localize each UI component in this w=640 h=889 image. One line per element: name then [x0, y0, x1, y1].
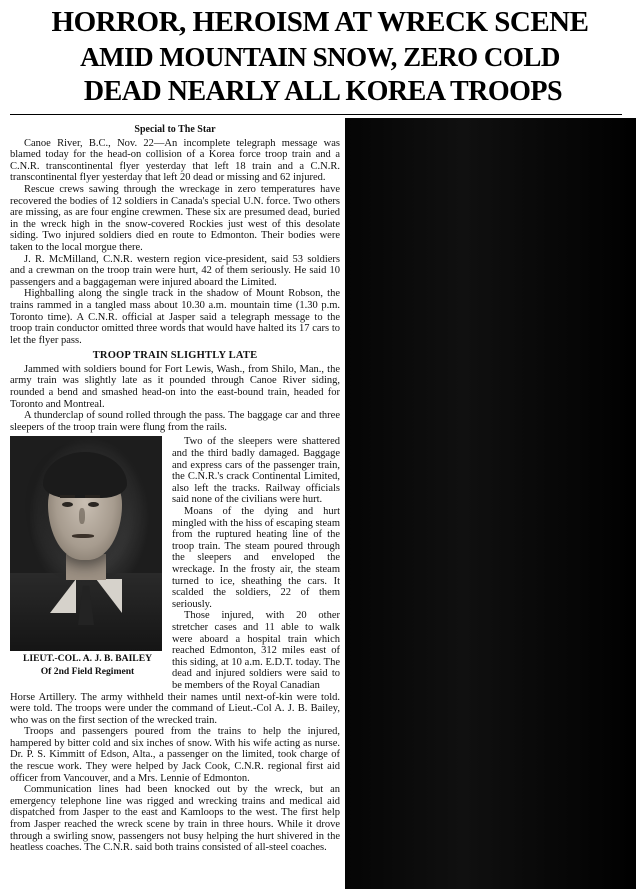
- article-paragraph: Canoe River, B.C., Nov. 22—An incomplete telegraph message was blamed today for the head-on collision of a Korea force troop train and a C.N.R. transcontinental flyer yesterday that left 18 train and a C.N.R. transcontinental flyer yesterday that left 20 dead or missing and 62 injured.: [10, 137, 340, 184]
- headline-block: [0, 0, 640, 108]
- article-paragraph: Highballing along the single track in the shadow of Mount Robson, the trains rammed in a tangled mass about 10.30 a.m. mountain time (1.30 p.m. Toronto time). A C.N.R. official at Jasper said a telegraph message to the troop train conductor omitted three words that would have halted its 17 cars to let the flyer pass.: [10, 288, 340, 346]
- article-subhead: TROOP TRAIN SLIGHTLY LATE: [92, 350, 258, 362]
- photo-caption-line-1: LIEUT.-COL. A. J. B. BAILEY: [22, 653, 153, 665]
- article-paragraph: Jammed with soldiers bound for Fort Lewis, Wash., from Shilo, Man., the army train was slightly late as it pounded through Canoe River siding, rounded a bend and smashed head-on into the east-bound train, headed for Toronto and Montreal.: [10, 363, 340, 410]
- scan-dark-margin: [345, 118, 640, 889]
- headline-divider: [10, 114, 622, 115]
- portrait-photo: [10, 436, 162, 651]
- article-paragraph: Moans of the dying and hurt mingled with the hiss of escaping steam from the ruptured heating line of the troop train. The steam poured through the sleepers and enveloped the wreckage. In the frosty air, the steam turned to ice, sheathing the cars. It scalded the soldiers, 22 of them seriously.: [172, 506, 340, 610]
- photo-nose: [79, 508, 85, 524]
- photo-brow-right: [85, 495, 100, 498]
- photo-and-text-wrap: [10, 436, 340, 691]
- article-kicker: Special to The Star: [134, 124, 216, 135]
- article-paragraph: Troops and passengers poured from the trains to help the injured, hampered by bitter cold and six inches of snow. With his wife acting as nurse. Dr. P. S. Kimmitt of Edson, Alta., a passenger on the limited, took charge of the rescue work. They were helped by Jack Cook, C.N.R. regional first aid officer from Vancouver, and a Mrs. Lennie of Edmonton.: [10, 726, 340, 784]
- article-paragraph: Rescue crews sawing through the wreckage in zero temperatures have recovered the bodies of 12 soldiers in Canada's special U.N. force. Two others are missing, as are four engine crewmen. These six are presumed dead, buried in the wreck high in the snow-covered Rockies just west of this desolate siding. Two injured soldiers died en route to Edmonton. Their bodies were taken to the local morgue there.: [10, 183, 340, 253]
- headline-line-1: HORROR, HEROISM AT WRECK SCENE: [51, 6, 589, 38]
- photo-hair: [43, 452, 127, 498]
- photo-caption-line-2: Of 2nd Field Regiment: [40, 666, 135, 678]
- article-paragraph: Horse Artillery. The army withheld their names until next-of-kin were told. were told. The troops were under the command of Lieut.-Col A. J. B. Bailey, who was on the first section of the wrecked train.: [10, 691, 340, 726]
- photo-block: [10, 436, 165, 677]
- article-paragraph: A thunderclap of sound rolled through the pass. The baggage car and three sleepers of the troop train were flung from the rails.: [10, 410, 340, 433]
- photo-collar-left: [50, 579, 76, 613]
- article-paragraph: Those injured, with 20 other stretcher cases and 11 able to walk were aboard a hospital train which reached Edmonton, 312 miles east of this siding, at 10 a.m. E.D.T. today. The dead and injured soldiers were said to be members of the Royal Canadian: [172, 610, 340, 691]
- article-body: [10, 124, 340, 854]
- article-paragraph: Two of the sleepers were shattered and the third badly damaged. Baggage and express cars of the passenger train, the C.N.R.'s crack Continental Limited, also left the tracks. Railway officials said none of the civilians were hurt.: [172, 436, 340, 506]
- headline-line-2: AMID MOUNTAIN SNOW, ZERO COLD: [80, 42, 560, 72]
- article-paragraph: J. R. McMilland, C.N.R. western region vice-president, said 53 soldiers and a crewman on the troop train were hurt, 42 of them seriously. He said 10 passengers and a baggageman were injured aboard the Limited.: [10, 253, 340, 288]
- page-edge: [636, 0, 640, 889]
- photo-side-column: [172, 436, 340, 691]
- headline-line-3: DEAD NEARLY ALL KOREA TROOPS: [83, 76, 563, 107]
- article-paragraph: Communication lines had been knocked out by the wreck, but an emergency telephone line was rigged and wrecking trains and medical aid dispatched from Jasper to the east and Kamloops to the west. The first help from Jasper reached the wreck scene by train in three hours. While it drove through a swirling snow, passengers not busy helping the hurt shivered in the heatless coaches. The C.N.R. said both trains consisted of all-steel coaches.: [10, 784, 340, 854]
- photo-brow-left: [60, 495, 75, 498]
- photo-collar-right: [96, 579, 122, 613]
